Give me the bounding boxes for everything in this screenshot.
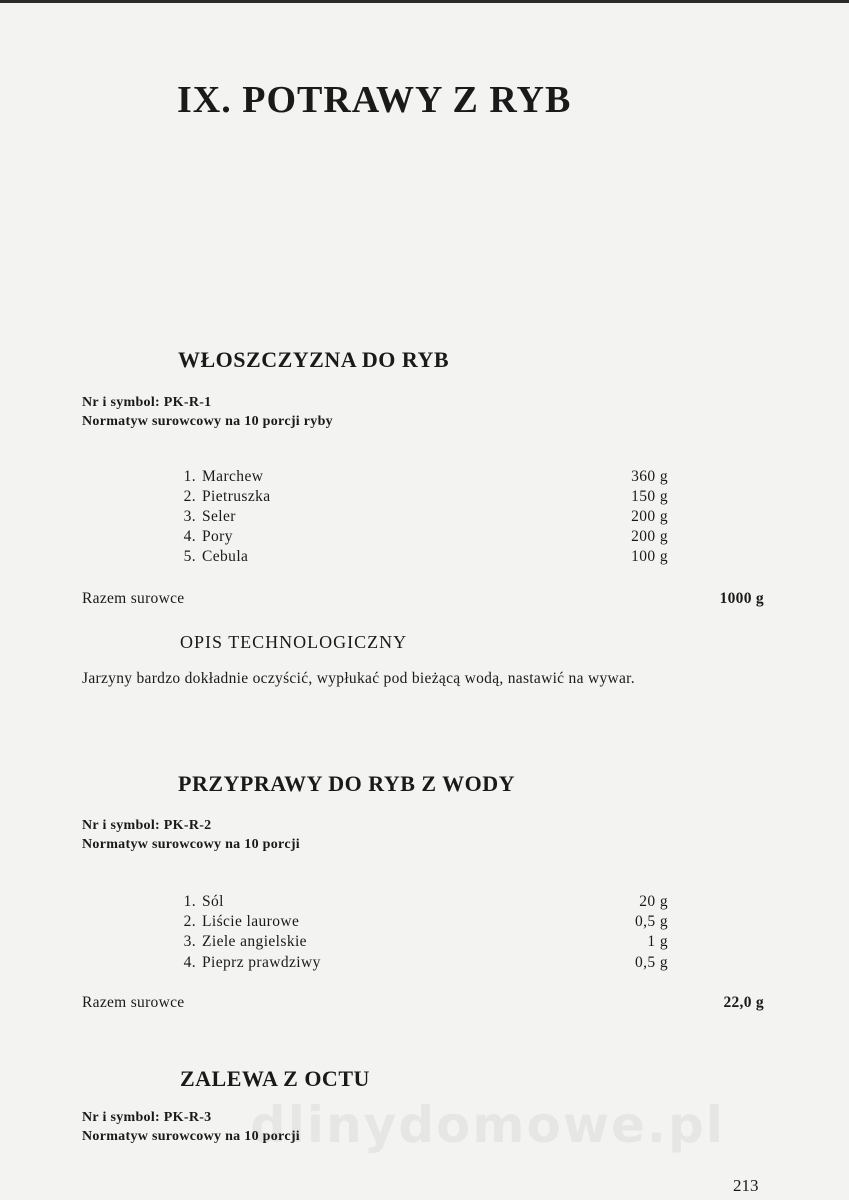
watermark: dlinydomowe.pl [250, 1096, 725, 1154]
list-item [178, 548, 668, 568]
ingredient-number: 4. [183, 954, 196, 971]
recipe-2-nr-symbol: Nr i symbol: PK-R-2 [82, 818, 212, 833]
list-item [178, 933, 668, 953]
ingredient-amount: 20 g [639, 893, 668, 910]
ingredient-amount: 200 g [631, 508, 668, 525]
page-number: 213 [733, 1176, 759, 1195]
recipe-1-opis-text: Jarzyny bardzo dokładnie oczyścić, wypłukać pod bieżącą wodą, nastawić na wywar. [82, 670, 635, 687]
ingredient-number: 1. [183, 468, 196, 485]
ingredient-amount: 200 g [631, 528, 668, 545]
ingredient-amount: 100 g [631, 548, 668, 565]
list-item [178, 954, 668, 974]
list-item [178, 893, 668, 913]
recipe-1-title: WŁOSZCZYZNA DO RYB [178, 347, 450, 372]
recipe-3-title: ZALEWA Z OCTU [180, 1066, 370, 1091]
total-value: 1000 g [719, 590, 764, 607]
ingredient-name: Seler [202, 508, 236, 525]
total-value: 22,0 g [723, 994, 764, 1011]
ingredient-name: Sól [202, 893, 224, 910]
list-item [178, 488, 668, 508]
ingredient-name: Cebula [202, 548, 249, 565]
ingredient-number: 3. [183, 508, 196, 525]
ingredient-number: 1. [183, 893, 196, 910]
recipe-3-normatyw: Normatyw surowcowy na 10 porcji [82, 1129, 300, 1144]
list-item [178, 913, 668, 933]
recipe-1-normatyw: Normatyw surowcowy na 10 porcji ryby [82, 414, 333, 429]
list-item [178, 508, 668, 528]
ingredient-name: Pieprz prawdziwy [202, 954, 321, 971]
chapter-title: IX. POTRAWY Z RYB [177, 79, 572, 121]
ingredient-name: Marchew [202, 468, 264, 485]
ingredient-name: Pietruszka [202, 488, 271, 505]
ingredient-amount: 150 g [631, 488, 668, 505]
ingredient-amount: 360 g [631, 468, 668, 485]
ingredient-number: 5. [183, 548, 196, 565]
ingredient-amount: 1 g [647, 933, 668, 950]
total-label: Razem surowce [82, 994, 185, 1011]
recipe-2-title: PRZYPRAWY DO RYB Z WODY [178, 771, 516, 796]
recipe-1-nr-symbol: Nr i symbol: PK-R-1 [82, 395, 212, 410]
list-item [178, 468, 668, 488]
ingredient-amount: 0,5 g [635, 954, 668, 971]
ingredient-name: Ziele angielskie [202, 933, 307, 950]
recipe-1-opis-title: OPIS TECHNOLOGICZNY [180, 632, 408, 652]
total-label: Razem surowce [82, 590, 185, 607]
ingredient-amount: 0,5 g [635, 913, 668, 930]
top-edge-rule [0, 0, 849, 3]
ingredient-number: 2. [183, 488, 196, 505]
ingredient-number: 3. [183, 933, 196, 950]
recipe-3-nr-symbol: Nr i symbol: PK-R-3 [82, 1110, 212, 1125]
ingredient-number: 2. [183, 913, 196, 930]
ingredient-name: Liście laurowe [202, 913, 300, 930]
ingredient-number: 4. [183, 528, 196, 545]
recipe-2-normatyw: Normatyw surowcowy na 10 porcji [82, 837, 300, 852]
list-item [178, 528, 668, 548]
ingredient-name: Pory [202, 528, 233, 545]
